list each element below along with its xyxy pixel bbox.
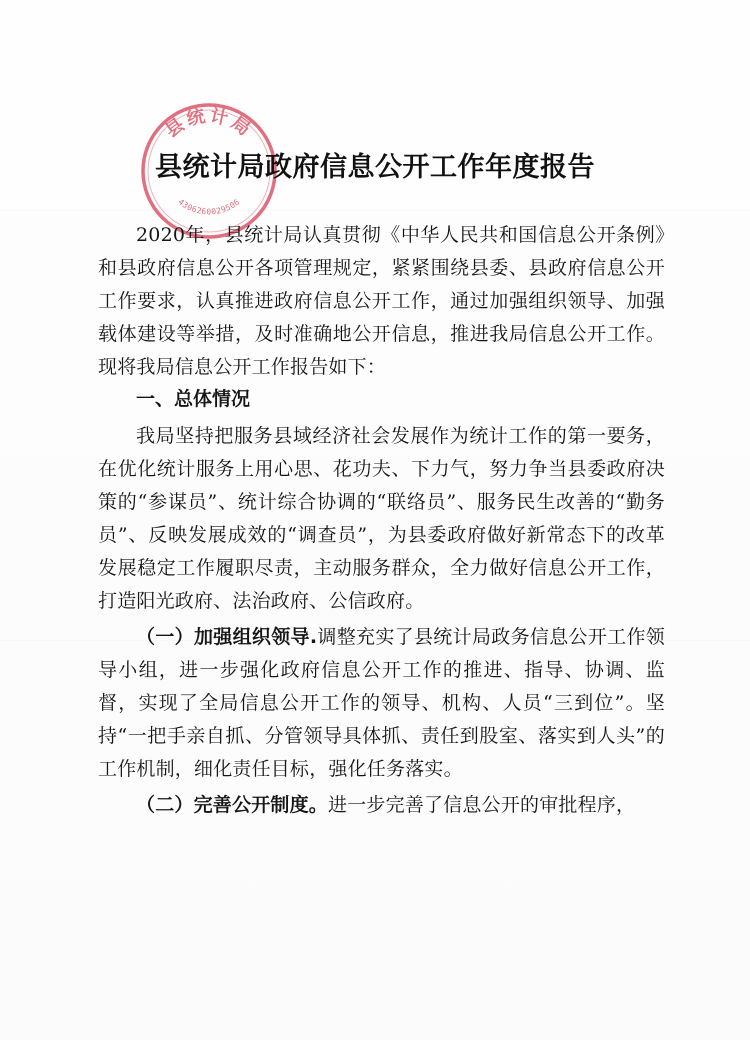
improve-disclosure-system-lead: （二）完善公开制度。 [136, 794, 329, 816]
improve-disclosure-system-text: 进一步完善了信息公开的审批程序， [328, 794, 636, 816]
scan-artifact-line [0, 210, 750, 211]
organization-leadership-text: 调整充实了县统计局政务信息公开工作领导小组，进一步强化政府信息公开工作的推进、指导、协调、监督，实现了全局信息公开工作的领导、机构、人员“三到位”。坚持“一把手亲自抓、分管领导具体抓、责任到股室、落实到人头”的工作机制，细化责任目标，强化任务落实。 [98, 626, 665, 780]
report-title: 县统计局政府信息公开工作年度报告 [155, 152, 595, 183]
overall-situation-paragraph: 我局坚持把服务县域经济社会发展作为统计工作的第一要务，在优化统计服务上用心思、花功夫、下力气，努力争当县委政府决策的“参谋员”、统计综合协调的“联络员”、服务民生改善的“勤务员”、反映发展成效的“调查员”，为县委政府做好新常态下的改革发展稳定工作履职尽责，主动服务群众，全力做好信息公开工作，打造阳光政府、法治政府、公信政府。 [98, 425, 665, 612]
section-heading-overall: 一、总体情况 [136, 388, 251, 410]
organization-leadership-lead: （一）加强组织领导. [136, 626, 318, 648]
report-body [98, 219, 665, 822]
improve-disclosure-system-paragraph [98, 789, 665, 822]
organization-leadership-paragraph [98, 621, 665, 786]
intro-paragraph: 2020年，县统计局认真贯彻《中华人民共和国信息公开条例》和县政府信息公开各项管理规定，紧紧围绕县委、县政府信息公开工作要求，认真推进政府信息公开工作，通过加强组织领导、加强载体建设等举措，及时准确地公开信息，推进我局信息公开工作。现将我局信息公开工作报告如下： [98, 224, 665, 378]
seal-top-text: 县统计局 [161, 105, 257, 142]
seal-bottom-number: 4306260029506 [176, 197, 242, 217]
